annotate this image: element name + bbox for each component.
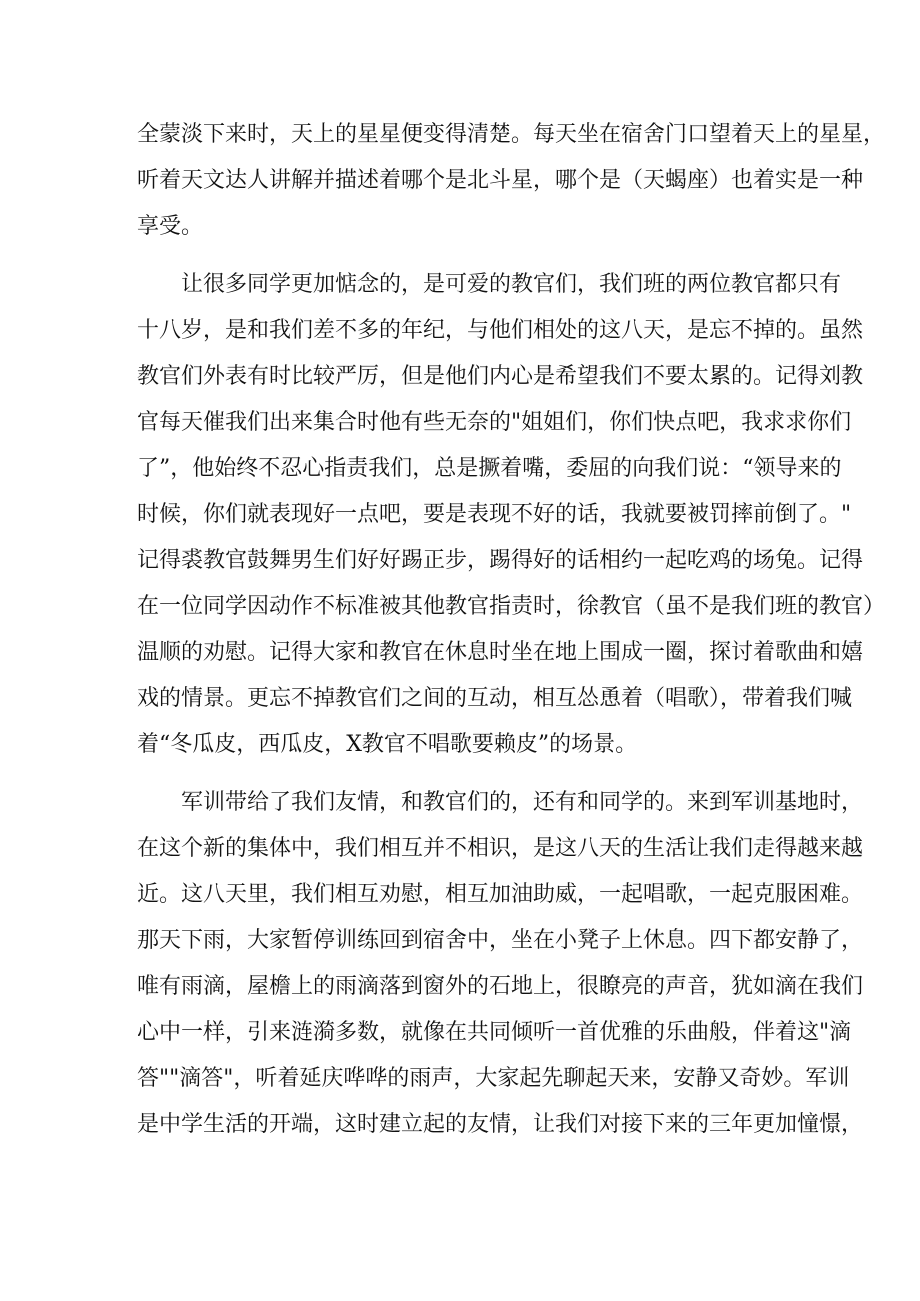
text-line: 那天下雨，大家暂停训练回到宿舍中，坐在小凳子上休息。四下都安静了， [137, 928, 864, 953]
text-line: 官每天催我们出来集合时他有些无奈的"姐姐们，你们快点吧，我求求你们 [137, 410, 852, 435]
text-line: 在这个新的集体中，我们相互并不相识，是这八天的生活让我们走得越来越 [137, 836, 864, 861]
text-line: 戏的情景。更忘不掉教官们之间的互动，相互怂恿着（唱歌），带着我们喊 [137, 686, 853, 711]
text-line: 让很多同学更加惦念的，是可爱的教官们，我们班的两位教官都只有 [181, 272, 842, 297]
text-line: 了”，他始终不忍心指责我们，总是撅着嘴，委屈的向我们说：“领导来的 [137, 456, 842, 481]
text-line: 教官们外表有时比较严厉，但是他们内心是希望我们不要太累的。记得刘教 [137, 364, 864, 389]
paragraph-1 [137, 112, 886, 250]
text-line: 答""滴答"，听着延庆哗哗的雨声，大家起先聊起天来，安静又奇妙。军训 [137, 1066, 850, 1091]
text-line: 是中学生活的开端，这时建立起的友情，让我们对接下来的三年更加憧憬， [137, 1112, 864, 1137]
text-line: 军训带给了我们友情，和教官们的，还有和同学的。来到军训基地时， [181, 790, 864, 815]
text-line: 在一位同学因动作不标准被其他教官指责时，徐教官（虽不是我们班的教官） [137, 594, 886, 619]
text-line: 时候，你们就表现好一点吧，要是表现不好的话，我就要被罚摔前倒了。" [137, 502, 852, 527]
text-line: 近。这八天里，我们相互劝慰，相互加油助威，一起唱歌，一起克服困难。 [137, 882, 864, 907]
text-line: 温顺的劝慰。记得大家和教官在休息时坐在地上围成一圈，探讨着歌曲和嬉 [137, 640, 864, 665]
text-line: 享受。 [137, 214, 204, 239]
text-line: 唯有雨滴，屋檐上的雨滴落到窗外的石地上，很瞭亮的声音，犹如滴在我们 [137, 974, 864, 999]
text-line: 心中一样，引来涟漪多数，就像在共同倾听一首优雅的乐曲般，伴着这"滴 [137, 1020, 852, 1045]
text-line: 着“冬瓜皮，西瓜皮，X教官不唱歌要赖皮”的场景。 [137, 732, 638, 757]
paragraph-2 [137, 262, 886, 768]
body-text [137, 112, 886, 1148]
text-line: 全蒙淡下来时，天上的星星便变得清楚。每天坐在宿舍门口望着天上的星星， [137, 122, 886, 147]
text-line: 听着天文达人讲解并描述着哪个是北斗星，哪个是（天蝎座）也着实是一种 [137, 168, 864, 193]
paragraph-3 [137, 780, 864, 1148]
text-line: 记得裘教官鼓舞男生们好好踢正步，踢得好的话相约一起吃鸡的场兔。记得 [137, 548, 864, 573]
text-line: 十八岁，是和我们差不多的年纪，与他们相处的这八天，是忘不掉的。虽然 [137, 318, 864, 343]
